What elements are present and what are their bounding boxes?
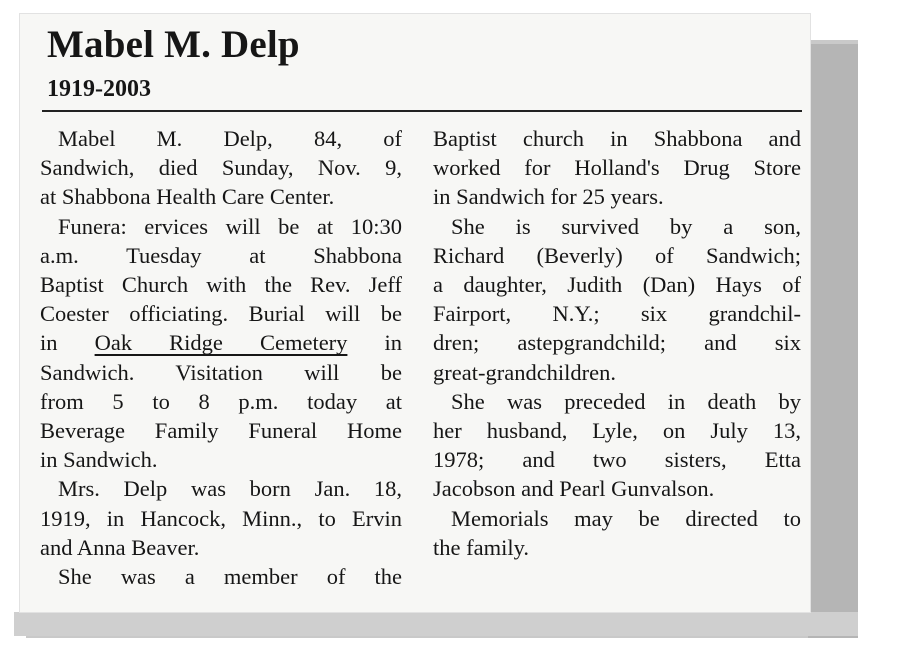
column-line: Richard (Beverly) of Sandwich; [433, 242, 801, 268]
line-text: in [384, 330, 403, 356]
headline-rule [42, 110, 802, 112]
column-line: dren; astepgrandchild; and six [433, 330, 801, 356]
column-line: Beverage Family Funeral Home [40, 418, 402, 444]
column-line: a daughter, Judith (Dan) Hays of [433, 272, 801, 298]
column-line: great-grandchildren. [433, 359, 617, 385]
column-line: Jacobson and Pearl Gunvalson. [433, 476, 715, 502]
obituary-years: 1919-2003 [47, 76, 151, 102]
column-line: She was a member of the [58, 564, 402, 590]
obituary-name: Mabel M. Delp [47, 23, 300, 66]
column-line: worked for Holland's Drug Store [433, 155, 801, 181]
column-line: Baptist Church with the Rev. Jeff [40, 272, 402, 298]
column-line: the family. [433, 534, 530, 560]
scan-shadow-right [808, 44, 858, 638]
column-line: Mabel M. Delp, 84, of [58, 126, 402, 151]
column-line: Sandwich, died Sunday, Nov. 9, [40, 155, 402, 181]
column-line: at Shabbona Health Care Center. [40, 184, 335, 210]
column-line: and Anna Beaver. [40, 534, 200, 560]
column-line: She was preceded in death by [451, 388, 801, 414]
column-line: 1978; and two sisters, Etta [433, 447, 801, 473]
column-line: Mrs. Delp was born Jan. 18, [58, 476, 402, 502]
column-line: Fairport, N.Y.; six grandchil- [433, 301, 801, 327]
column-line: Memorials may be directed to [451, 505, 801, 531]
obituary-column-right [433, 124, 801, 562]
column-line: her husband, Lyle, on July 13, [433, 418, 801, 444]
column-line-cemetery [40, 328, 402, 357]
column-line: from 5 to 8 p.m. today at [40, 388, 402, 414]
obituary-column-left [40, 124, 402, 591]
column-line: in Sandwich for 25 years. [433, 184, 664, 210]
column-line: Coester officiating. Burial will be [40, 301, 402, 327]
column-line: Funera: ervices will be at 10:30 [58, 213, 402, 239]
column-line: 1919, in Hancock, Minn., to Ervin [40, 505, 402, 531]
column-line: a.m. Tuesday at Shabbona [40, 242, 402, 268]
column-line: Baptist church in Shabbona and [433, 126, 801, 151]
column-line: Sandwich. Visitation will be [40, 359, 402, 385]
line-text: in [40, 330, 58, 356]
column-line: She is survived by a son, [451, 213, 801, 239]
scan-bottom-strip [14, 612, 858, 636]
cemetery-name: Oak Ridge Cemetery [94, 330, 348, 356]
column-line: in Sandwich. [40, 447, 158, 473]
